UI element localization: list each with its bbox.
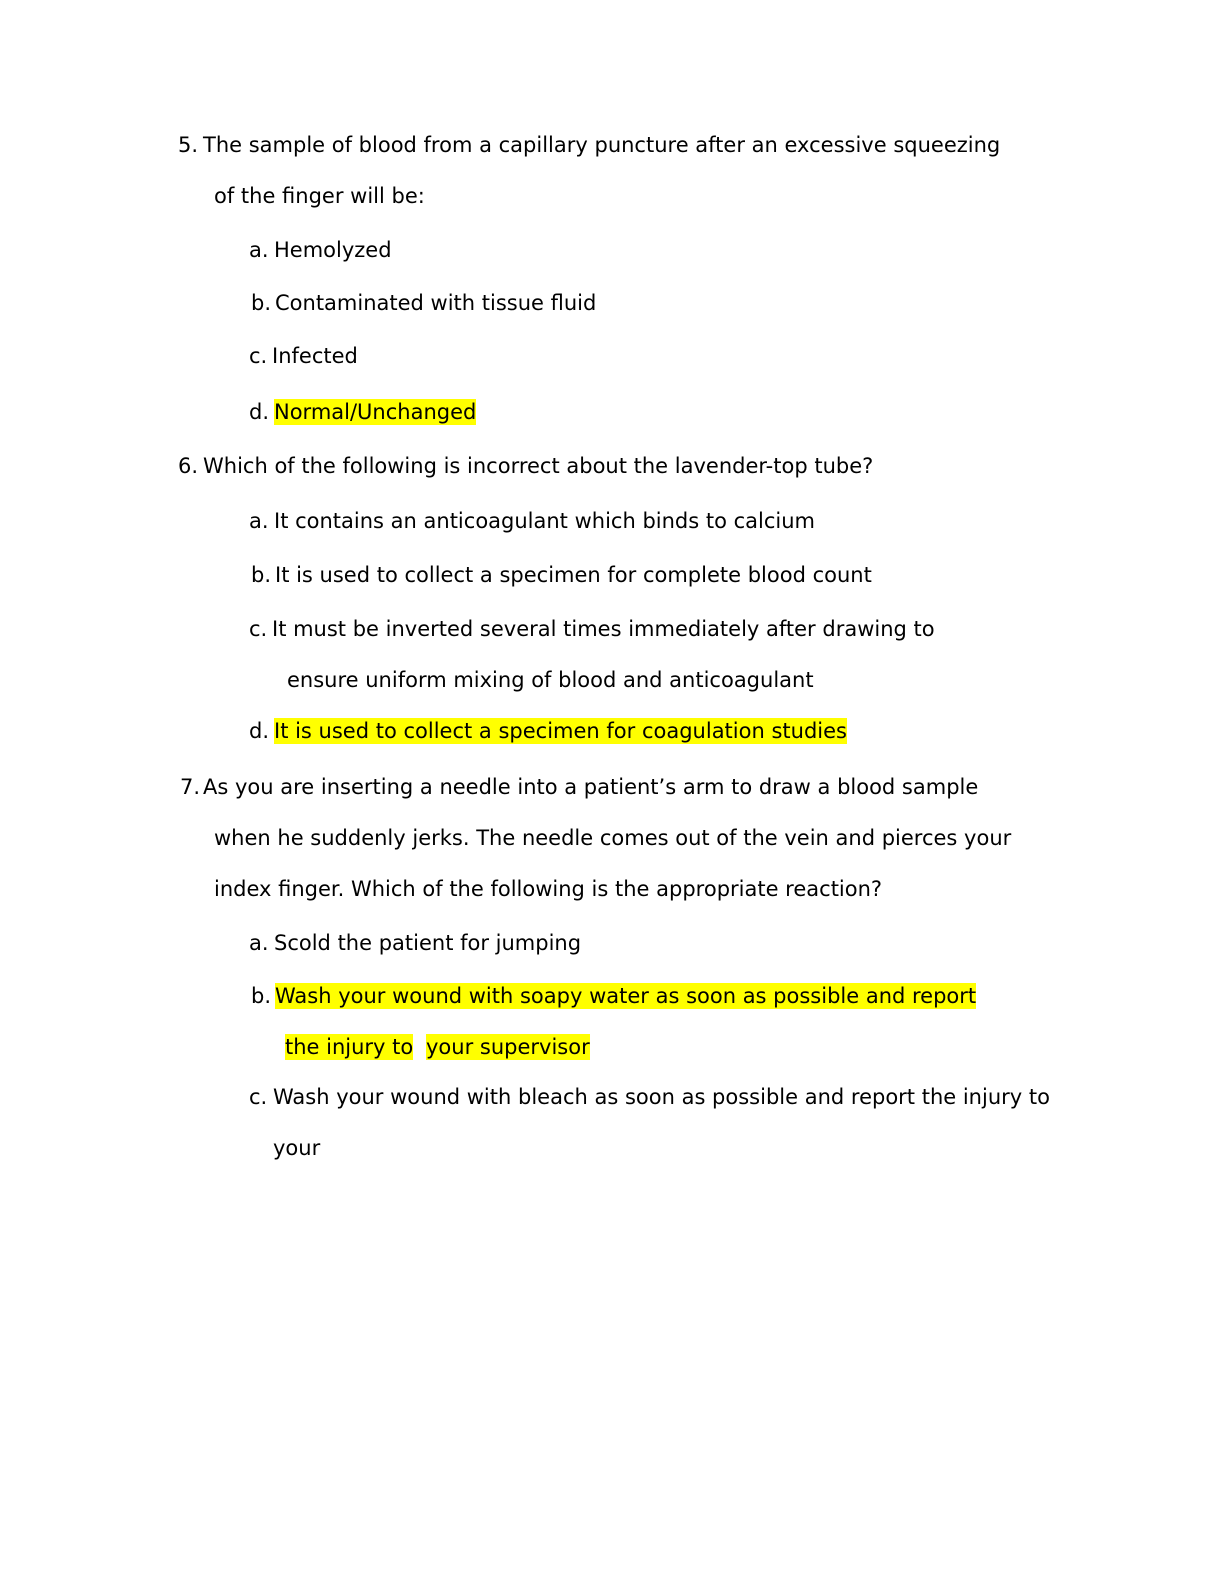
question-5-option-a-marker: a. [249, 238, 269, 262]
question-5-option-b-text: Contaminated with tissue fluid [275, 291, 597, 315]
question-7-option-b-marker: b. [251, 984, 272, 1008]
question-6-option-a-text: It contains an anticoagulant which binds to calcium [274, 509, 816, 533]
question-5-option-d-text-highlighted: Normal/Unchanged [274, 400, 477, 424]
question-5-option-b-marker: b. [251, 291, 272, 315]
question-6-option-c-text-line-2: ensure uniform mixing of blood and anticoagulant [287, 668, 814, 692]
question-7-text-line-2: when he suddenly jerks. The needle comes out of the vein and pierces your [214, 826, 1012, 850]
question-7-option-b-text-line-2b-highlighted: your supervisor [426, 1035, 590, 1059]
question-5-text-line-1: The sample of blood from a capillary puncture after an excessive squeezing [203, 133, 1001, 157]
question-5-option-d-marker: d. [249, 400, 270, 424]
question-6-option-d-marker: d. [249, 719, 270, 743]
question-7-option-a-text: Scold the patient for jumping [274, 931, 582, 955]
question-7-text-line-3: index finger. Which of the following is the appropriate reaction? [214, 877, 883, 901]
question-7-option-b-text-line-1-highlighted: Wash your wound with soapy water as soon as possible and report [275, 984, 977, 1008]
question-7-option-b-text-line-2a-highlighted: the injury to [285, 1035, 414, 1059]
question-5-text-line-2: of the finger will be: [214, 184, 425, 208]
question-6-option-d-text-highlighted: It is used to collect a specimen for coagulation studies [274, 719, 847, 743]
question-6-option-b-text: It is used to collect a specimen for complete blood count [275, 563, 872, 587]
question-5-option-c-text: Infected [272, 344, 358, 368]
question-6-option-b-marker: b. [251, 563, 272, 587]
question-7-option-c-marker: c. [249, 1085, 268, 1109]
question-6-number: 6. [178, 454, 199, 478]
question-5-option-a-text: Hemolyzed [274, 238, 392, 262]
question-7-option-c-text-line-2: your [273, 1136, 321, 1160]
question-5-option-c-marker: c. [249, 344, 268, 368]
question-7-option-c-text-line-1: Wash your wound with bleach as soon as possible and report the injury to [273, 1085, 1050, 1109]
question-5-number: 5. [178, 133, 199, 157]
question-6-option-c-marker: c. [249, 617, 268, 641]
question-6-text-line-1: Which of the following is incorrect about the lavender-top tube? [203, 454, 874, 478]
question-6-option-a-marker: a. [249, 509, 269, 533]
question-7-number: 7. [180, 775, 201, 799]
question-7-text-line-1: As you are inserting a needle into a patient’s arm to draw a blood sample [203, 775, 979, 799]
question-7-option-a-marker: a. [249, 931, 269, 955]
question-6-option-c-text-line-1: It must be inverted several times immediately after drawing to [272, 617, 935, 641]
